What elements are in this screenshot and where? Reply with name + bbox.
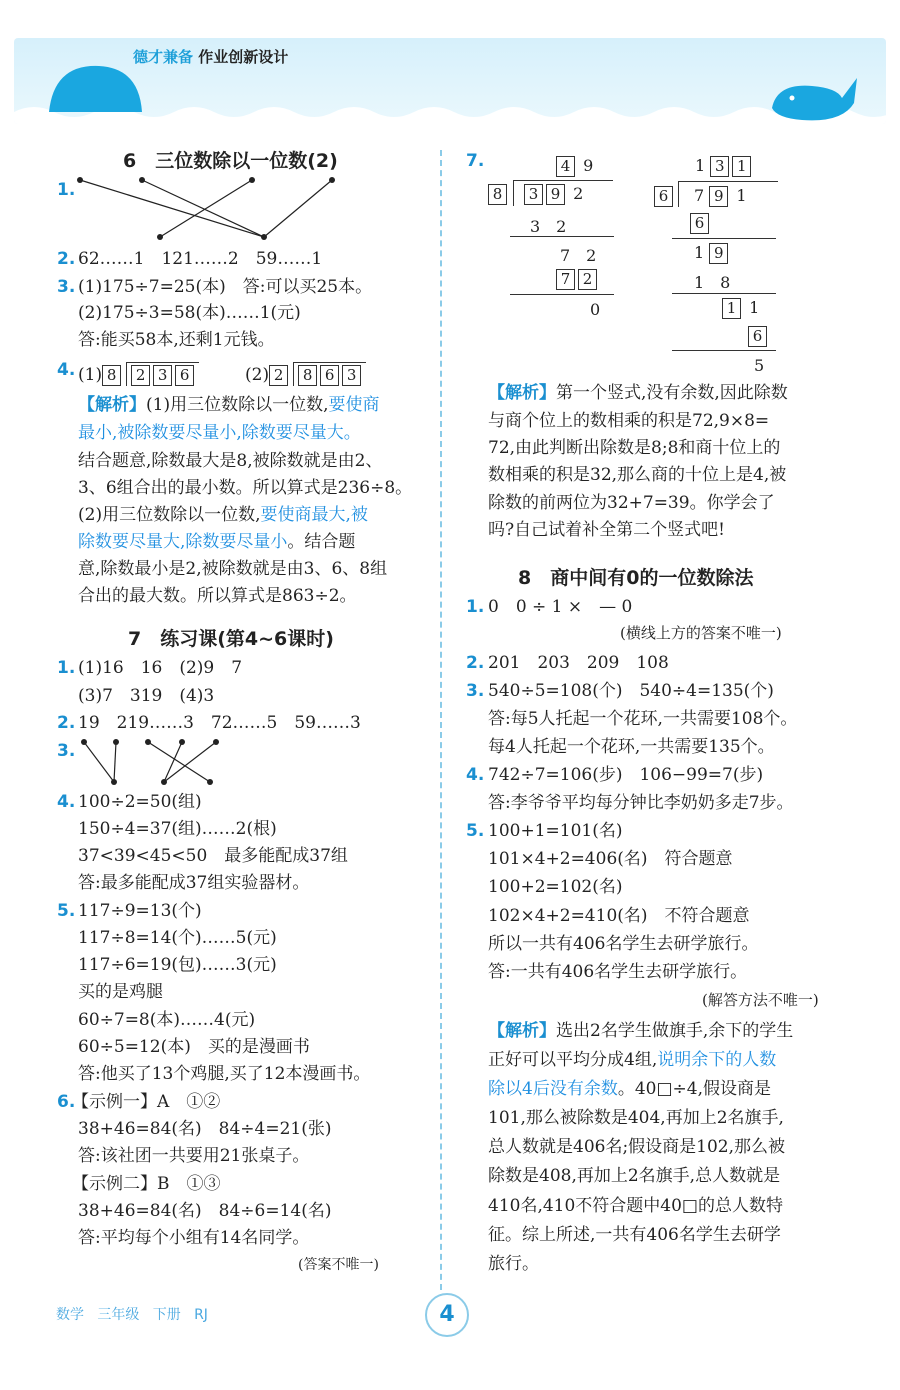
section-8-title: 8 商中间有0的一位数除法 [518, 567, 754, 589]
s6-analysis-line5 [78, 507, 368, 524]
digit: 9 [709, 243, 728, 264]
s7-q6-line5: 38+46=84(名) 84÷6=14(名) [78, 1201, 332, 1221]
s6-q4-number: 4. [57, 360, 76, 380]
brand-part-a: 德才兼备 [133, 48, 194, 66]
digit: 1 [694, 243, 705, 262]
s7-q5-line6: 60÷5=12(本) 买的是漫画书 [78, 1037, 310, 1057]
s6-q3-number: 3. [57, 277, 76, 297]
s8-q3-number: 3. [466, 681, 485, 701]
s8-analysis-line5: 总人数就是406名;假设商是102,那么被 [488, 1137, 786, 1157]
digit: 8 [488, 184, 507, 205]
divB-row5 [748, 326, 770, 347]
s6-q4-divisor2: 2 [269, 365, 288, 386]
divB-row1 [690, 213, 712, 234]
s7-q4-number: 4. [57, 792, 76, 812]
s8-q3-line3: 每4人托起一个花环,一共需要135个。 [488, 737, 775, 757]
s7-q4-line3: 37<39<45<50 最多能配成37组 [78, 846, 348, 866]
s6-q2-number: 2. [57, 249, 76, 269]
s7-q6-line2: 38+46=84(名) 84÷4=21(张) [78, 1119, 332, 1139]
digit: 3 [153, 365, 172, 386]
divA-row2: 7 2 [560, 246, 597, 265]
digit: 6 [690, 213, 709, 234]
s7-q5-line5: 60÷7=8(本)……4(元) [78, 1010, 256, 1030]
s8-analysis-line2 [488, 1052, 776, 1069]
s6-q2-answer: 62……1 121……2 59……1 [78, 249, 323, 269]
text: 正好可以平均分成4组, [488, 1050, 658, 1070]
column-divider [440, 150, 442, 1300]
digit: 3 [342, 365, 361, 386]
digit: 1 [732, 156, 751, 177]
s6-analysis-line7: 意,除数最小是2,被除数就是由3、6、8组 [78, 559, 388, 579]
s8-analysis-line1 [488, 1023, 793, 1040]
digit: 3 [710, 156, 729, 177]
s7-q7-number: 7. [466, 151, 485, 171]
divA-row1: 3 2 [530, 217, 567, 236]
text-highlight: 除数要尽量大,除数要尽量小 [78, 532, 288, 552]
footer-info [56, 1304, 208, 1324]
s8-analysis-line9: 旅行。 [488, 1254, 539, 1274]
s7-q2-number: 2. [57, 713, 76, 733]
s8-analysis-line4: 101,那么被除数是404,再加上2名旗手, [488, 1108, 784, 1128]
digit: 2 [573, 184, 584, 203]
whale-right-icon [762, 68, 862, 124]
s6-q4-label1: (1) [78, 365, 103, 385]
s8-q5-number: 5. [466, 821, 485, 841]
s7-q5-line7: 答:他买了13个鸡腿,买了12本漫画书。 [78, 1064, 371, 1084]
s6-q4-part2 [245, 362, 366, 386]
divB-bracket-top [678, 181, 778, 182]
analysis-label: 【解析】 [488, 383, 556, 403]
text: (1)用三位数除以一位数, [146, 395, 329, 415]
s8-q2-answer: 201 203 209 108 [488, 653, 669, 673]
divA-row3 [556, 269, 600, 290]
digit: 7 [556, 269, 575, 290]
s6-q4-divisor1: 8 [102, 365, 121, 386]
digit: 9 [546, 184, 565, 205]
s7-q7-analysis-line1 [488, 385, 788, 402]
divA-line2 [510, 294, 614, 295]
s6-q4-label2: (2) [245, 365, 270, 385]
s7-q7-analysis-line3: 72,由此判断出除数是8;8和商十位上的 [488, 438, 781, 458]
s6-analysis-line6 [78, 534, 355, 551]
s8-analysis-line6: 除数是408,再加上2名旗手,总人数就是 [488, 1166, 781, 1186]
s6-q4-part1 [78, 362, 199, 386]
divB-divisor [654, 186, 676, 207]
s7-q4-line1: 100÷2=50(组) [78, 792, 202, 812]
digit: 2 [578, 269, 597, 290]
s6-analysis-line2: 最小,被除数要尽量小,除数要尽量大。 [78, 423, 361, 443]
digit: 9 [709, 186, 728, 207]
divA-dividend [524, 184, 583, 205]
s6-q3-line3: 答:能买58本,还剩1元钱。 [78, 330, 275, 350]
footer-volume: 下册 [152, 1307, 181, 1323]
s7-q3-number: 3. [57, 741, 76, 761]
s7-q4-line4: 答:最多能配成37组实验器材。 [78, 873, 310, 893]
s8-q5-line5: 所以一共有406名学生去研学旅行。 [488, 934, 759, 954]
text-highlight: 要使商最大,被 [260, 505, 368, 525]
s7-q3-matching-lines [76, 738, 226, 788]
digit: 2 [131, 365, 150, 386]
digit: 9 [583, 156, 594, 175]
s6-analysis-line1 [78, 397, 379, 414]
s7-q6-number: 6. [57, 1092, 76, 1112]
brand-title [133, 46, 288, 67]
digit: 8 [298, 365, 317, 386]
divB-quotient [695, 156, 754, 177]
s7-q6-line6: 答:平均每个小组有14名同学。 [78, 1228, 310, 1248]
footer-grade: 三年级 [97, 1307, 140, 1323]
divB-row2 [694, 243, 731, 264]
s8-analysis-line3 [488, 1081, 771, 1098]
footer-subject: 数学 [56, 1307, 84, 1323]
divA-divisor [488, 184, 510, 205]
text-highlight: 说明余下的人数 [657, 1050, 777, 1070]
digit: 4 [556, 156, 575, 177]
s7-q5-line2: 117÷8=14(个)……5(元) [78, 928, 277, 948]
divA-bracket-top [513, 180, 613, 181]
s8-q3-line1: 540÷5=108(个) 540÷4=135(个) [488, 681, 774, 701]
s7-q5-line4: 买的是鸡腿 [78, 982, 163, 1002]
s8-q5-line3: 100+2=102(名) [488, 877, 623, 897]
s6-q4-dividend1 [126, 362, 199, 386]
divA-bracket-side [513, 180, 514, 206]
digit: 6 [654, 186, 673, 207]
text: 选出2名学生做旗手,余下的学生 [556, 1021, 794, 1041]
divB-line1 [672, 238, 776, 239]
s7-q7-analysis-line4: 数相乘的积是32,那么商的十位上是4,被 [488, 465, 787, 485]
divB-line2 [672, 293, 776, 294]
s6-q3-line2: (2)175÷3=58(本)……1(元) [78, 303, 301, 323]
digit: 7 [694, 186, 705, 205]
s8-q4-line2: 答:李爷爷平均每分钟比李奶奶多走7步。 [488, 793, 794, 813]
text: 第一个竖式,没有余数,因此除数 [556, 383, 788, 403]
s7-q7-analysis-line2: 与商个位上的数相乘的积是72,9×8= [488, 411, 770, 431]
s6-q1-matching-lines [76, 174, 346, 244]
s7-note: (答案不唯一) [298, 1257, 379, 1273]
text: (2)用三位数除以一位数, [78, 505, 261, 525]
analysis-label: 【解析】 [488, 1021, 556, 1041]
s7-q1-line2: (3)7 319 (4)3 [78, 686, 215, 706]
s8-note: (解答方法不唯一) [702, 991, 819, 1009]
s7-q6-line3: 答:该社团一共要用21张桌子。 [78, 1146, 310, 1166]
text: 。结合题 [287, 532, 356, 552]
text-highlight: 除以4后没有余数 [488, 1079, 618, 1099]
s7-q2-answer: 19 219……3 72……5 59……3 [78, 713, 361, 733]
s8-q1-number: 1. [466, 597, 485, 617]
s8-q5-line6: 答:一共有406名学生去研学旅行。 [488, 962, 748, 982]
digit: 1 [695, 156, 706, 175]
s6-q1-number: 1. [57, 180, 76, 200]
s8-q4-line1: 742÷7=106(步) 106−99=7(步) [488, 765, 764, 785]
s7-q5-number: 5. [57, 901, 76, 921]
s7-q5-line3: 117÷6=19(包)……3(元) [78, 955, 277, 975]
s6-analysis-line8: 合出的最大数。所以算式是863÷2。 [78, 586, 357, 606]
divA-row4: 0 [590, 300, 601, 319]
whale-left-icon [44, 54, 144, 114]
digit: 6 [748, 326, 767, 347]
s7-q4-line2: 150÷4=37(组)……2(根) [78, 819, 277, 839]
s7-q7-analysis-line6: 吗?自己试着补全第二个竖式吧! [488, 520, 725, 540]
divB-bracket-side [678, 181, 679, 207]
s8-q1-answer: 0 0 ÷ 1 × — 0 [488, 597, 633, 617]
divB-dividend [694, 186, 747, 207]
s8-analysis-line7: 410名,410不符合题中40□的总人数特 [488, 1196, 783, 1216]
s7-q7-analysis-line5: 除数的前两位为32+7=39。你学会了 [488, 493, 775, 513]
s7-q1-line1: (1)16 16 (2)9 7 [78, 658, 243, 678]
wave-decoration [14, 94, 886, 124]
s8-q1-note: (横线上方的答案不唯一) [620, 624, 782, 642]
digit: 3 [524, 184, 543, 205]
s6-q3-line1: (1)175÷7=25(本) 答:可以买25本。 [78, 277, 373, 297]
digit: 1 [736, 186, 747, 205]
section-6-title: 6 三位数除以一位数(2) [123, 150, 338, 172]
s7-q6-line1: 【示例一】A ①② [72, 1092, 221, 1112]
divB-row6: 5 [754, 356, 765, 375]
s8-q3-line2: 答:每5人托起一个花环,一共需要108个。 [488, 709, 798, 729]
s8-q5-line2: 101×4+2=406(名) 符合题意 [488, 849, 733, 869]
s6-q4-dividend2 [293, 362, 366, 386]
s6-analysis-line3: 结合题意,除数最大是8,被除数就是由2、 [78, 451, 383, 471]
text-highlight: 要使商 [328, 395, 380, 415]
divB-row3: 1 8 [694, 273, 731, 292]
text: 。40□÷4,假设商是 [617, 1079, 771, 1099]
divB-row4 [722, 298, 759, 319]
digit: 6 [320, 365, 339, 386]
digit: 6 [175, 365, 194, 386]
footer-edition: RJ [194, 1307, 208, 1323]
s6-analysis-line4: 3、6组合出的最小数。所以算式是236÷8。 [78, 478, 413, 498]
divA-line1 [510, 236, 614, 237]
divA-quotient [556, 156, 593, 177]
digit: 1 [722, 298, 741, 319]
digit: 1 [749, 298, 760, 317]
analysis-label: 【解析】 [78, 395, 146, 415]
s7-q5-line1: 117÷9=13(个) [78, 901, 202, 921]
page-number: 4 [425, 1293, 469, 1337]
s7-q1-number: 1. [57, 658, 76, 678]
section-7-title: 7 练习课(第4~6课时) [128, 628, 334, 650]
s7-q6-line4: 【示例二】B ①③ [72, 1174, 221, 1194]
divB-line3 [672, 350, 776, 351]
brand-part-b: 作业创新设计 [198, 48, 289, 66]
s8-q5-line4: 102×4+2=410(名) 不符合题意 [488, 906, 750, 926]
s8-q2-number: 2. [466, 653, 485, 673]
s8-analysis-line8: 征。综上所述,一共有406名学生去研学 [488, 1225, 781, 1245]
s8-q4-number: 4. [466, 765, 485, 785]
s8-q5-line1: 100+1=101(名) [488, 821, 623, 841]
